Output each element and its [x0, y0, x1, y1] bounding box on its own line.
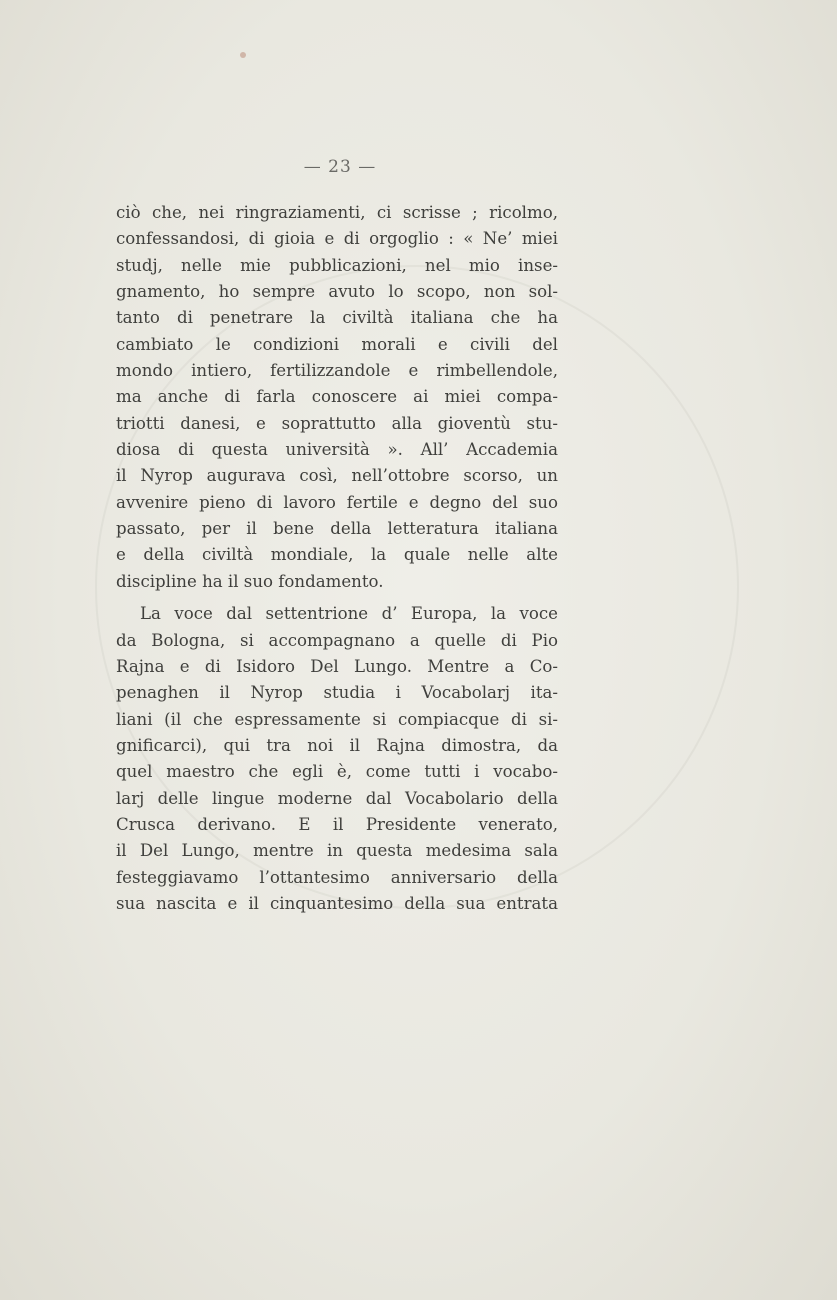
text-line: quel maestro che egli è, come tutti i vocabo-: [116, 762, 558, 782]
text-line: tanto di penetrare la civiltà italiana che ha: [116, 308, 558, 328]
text-line: discipline ha il suo fondamento.: [116, 571, 384, 591]
text-line: il Nyrop augurava così, nell’ottobre scorso, un: [116, 466, 558, 486]
ink-spot: [240, 52, 246, 58]
text-line: passato, per il bene della letteratura italiana: [116, 519, 558, 539]
page-number: — 23 —: [303, 157, 377, 177]
text-line: ciò che, nei ringraziamenti, ci scrisse ; ricolmo,: [116, 203, 558, 222]
text-line: e della civiltà mondiale, la quale nelle alte: [116, 545, 558, 565]
body-text: [116, 200, 558, 917]
text-line: penaghen il Nyrop studia i Vocabolarj ita-: [116, 683, 558, 703]
text-line: ma anche di farla conoscere ai miei compa-: [116, 387, 558, 407]
text-line: triotti danesi, e soprattutto alla gioventù stu-: [116, 413, 558, 433]
text-line: gnificarci), qui tra noi il Rajna dimostra, da: [116, 735, 558, 755]
text-line: avvenire pieno di lavoro fertile e degno del suo: [116, 492, 558, 512]
text-line: gnamento, ho sempre avuto lo scopo, non sol-: [116, 282, 558, 302]
text-line: festeggiavamo l’ottantesimo anniversario della: [116, 867, 558, 887]
text-line: larj delle lingue moderne dal Vocabolario della: [116, 788, 558, 808]
text-line: il Del Lungo, mentre in questa medesima sala: [116, 841, 558, 861]
text-line: studj, nelle mie pubblicazioni, nel mio inse-: [116, 255, 558, 275]
text-line: Crusca derivano. E il Presidente venerato,: [116, 814, 558, 834]
text-line: diosa di questa università ». All’ Accademia: [116, 440, 558, 460]
text-line: da Bologna, si accompagnano a quelle di Pio: [116, 630, 558, 650]
text-line: sua nascita e il cinquantesimo della sua entrata: [116, 893, 558, 913]
text-line: Rajna e di Isidoro Del Lungo. Mentre a Co-: [116, 656, 558, 676]
text-line: liani (il che espressamente si compiacque di si-: [116, 709, 558, 729]
text-line: confessandosi, di gioia e di orgoglio : « Ne’ miei: [116, 229, 558, 249]
text-line: La voce dal settentrione d’ Europa, la voce: [140, 604, 558, 624]
text-line: mondo intiero, fertilizzandole e rimbellendole,: [116, 361, 558, 381]
text-line: cambiato le condizioni morali e civili del: [116, 334, 558, 354]
